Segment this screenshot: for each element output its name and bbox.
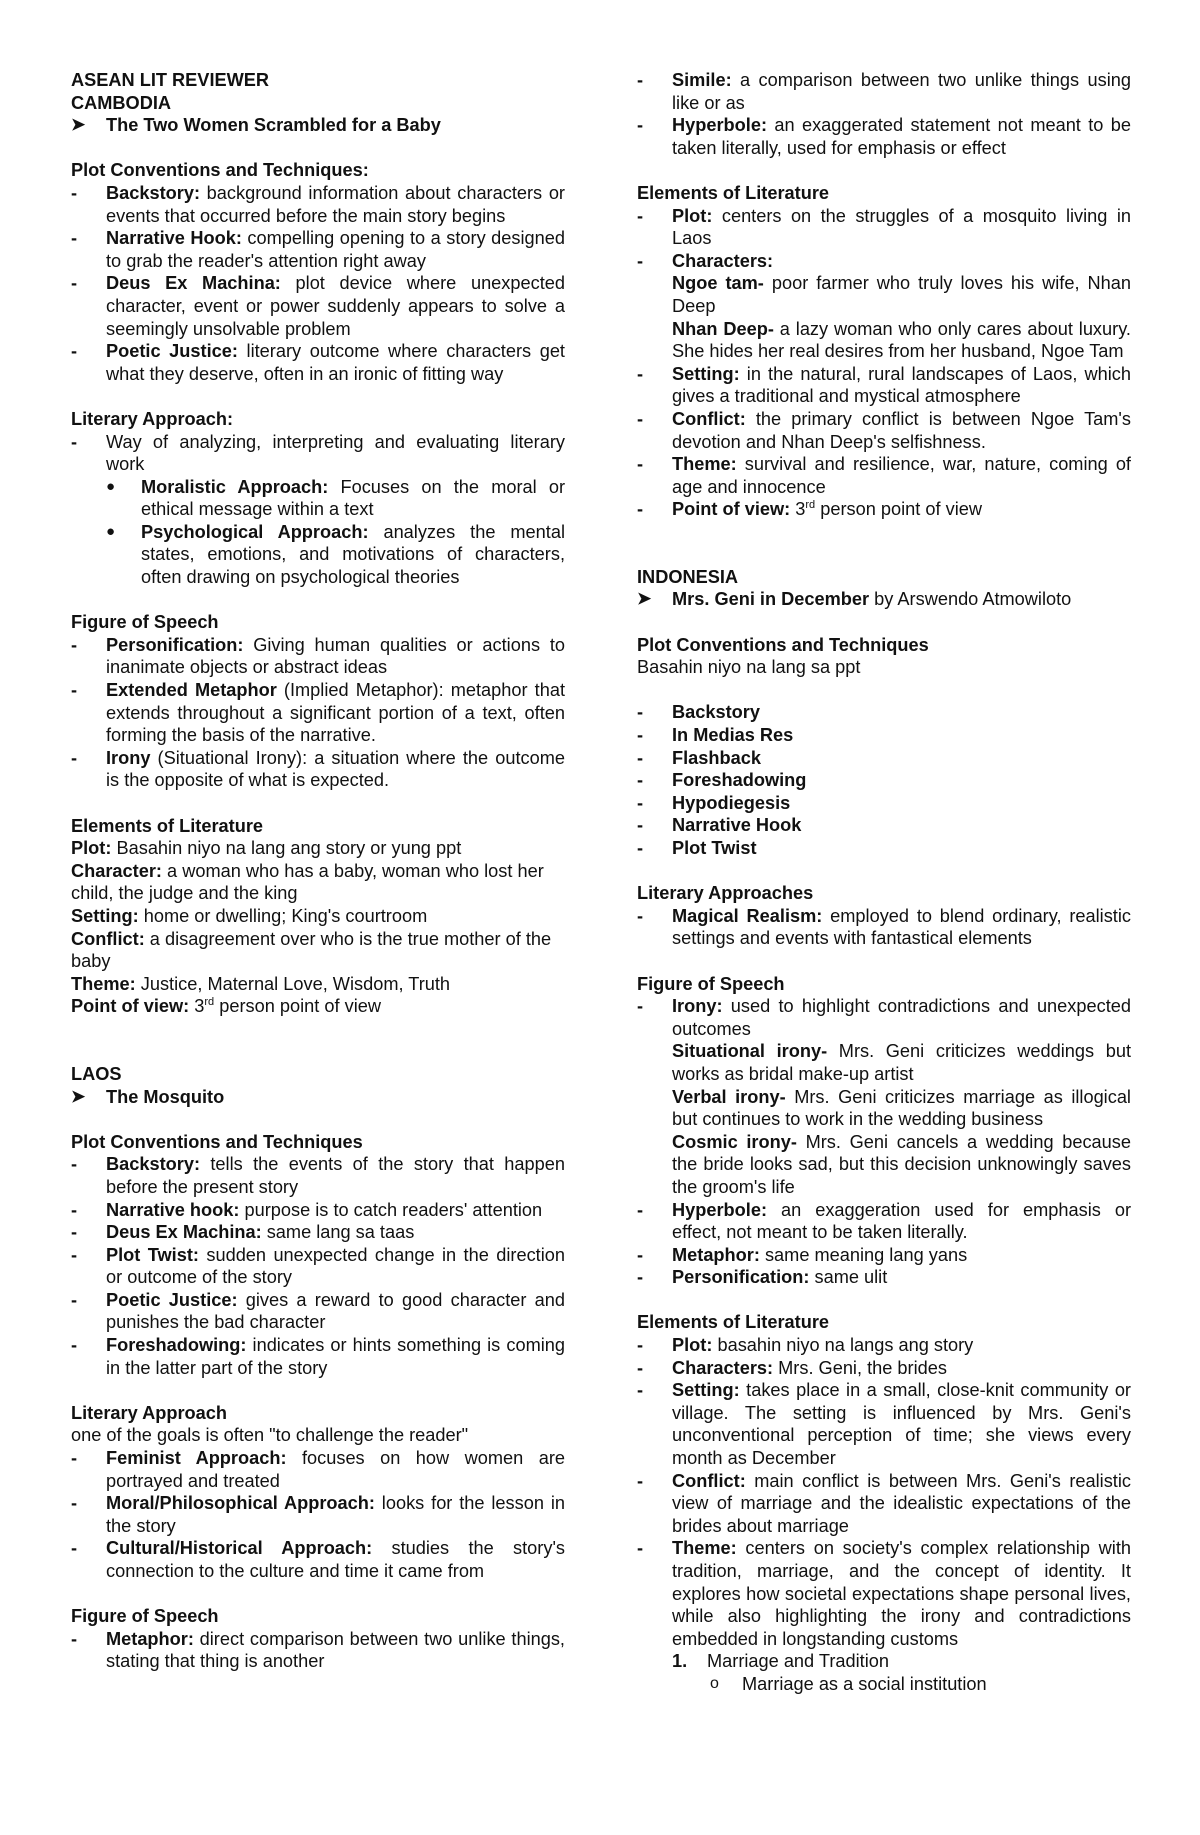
list-item: - Deus Ex Machina: same lang sa taas (71, 1222, 415, 1243)
irony-type: Verbal irony- Mrs. Geni criticizes marriage as illogical but continues to work in the wedding business (672, 1086, 1131, 1130)
left-column (71, 69, 565, 1673)
list-item: - Personification: same ulit (637, 1267, 888, 1288)
list-item: - Conflict: main conflict is between Mrs. Geni's realistic view of marriage and the idealistic expectations of the brides about marriage (637, 1470, 1131, 1536)
country-laos: LAOS (71, 1063, 122, 1084)
list-item: - Foreshadowing: indicates or hints something is coming in the latter part of the story (71, 1335, 565, 1378)
list-item: - Metaphor: direct comparison between two unlike things, stating that thing is another (71, 1628, 565, 1672)
sub-bullet-item: o Marriage as a social institution (710, 1673, 987, 1694)
list-item: - Hyperbole: an exaggeration used for emphasis or effect, not meant to be taken literally. (637, 1199, 1131, 1243)
list-item: - Foreshadowing (637, 770, 807, 791)
bullet-item: ● Psychological Approach: analyzes the mental states, emotions, and motivations of characters, often drawing on psychological theories (106, 521, 565, 588)
list-item: - Backstory: background information about characters or events that occurred before the main story begins (71, 182, 565, 226)
section-heading: Elements of Literature (637, 182, 830, 203)
element-line: Plot: Basahin niyo na lang ang story or yung ppt (71, 838, 462, 859)
country-indonesia: INDONESIA (637, 566, 739, 587)
list-item: - Narrative Hook (637, 815, 802, 836)
right-column (637, 69, 1131, 1696)
list-item: - Moral/Philosophical Approach: looks for the lesson in the story (71, 1493, 565, 1536)
section-heading: Literary Approach (71, 1402, 227, 1423)
list-item: - Cultural/Historical Approach: studies the story's connection to the culture and time it came from (71, 1538, 566, 1581)
character-entry: Nhan Deep- a lazy woman who only cares about luxury. She hides her real desires from her husband, Ngoe Tam (672, 318, 1131, 362)
list-item: - Way of analyzing, interpreting and evaluating literary work (71, 431, 565, 475)
list-item: - Characters: (637, 250, 774, 271)
list-item: - Simile: a comparison between two unlike things using like or as (637, 70, 1131, 113)
section-heading: Plot Conventions and Techniques (637, 634, 929, 655)
list-item: - Setting: in the natural, rural landscapes of Laos, which gives a traditional and mystical atmosphere (637, 363, 1131, 407)
irony-type: Situational irony- Mrs. Geni criticizes weddings but works as bridal make-up artist (672, 1041, 1131, 1084)
list-item: - Setting: takes place in a small, close-knit community or village. The setting is influenced by Mrs. Geni's unconventional perception of time; she views every month as December (637, 1380, 1131, 1469)
element-line: Character: a woman who has a baby, woman who lost her child, the judge and the king (71, 860, 544, 904)
element-line: Conflict: a disagreement over who is the true mother of the baby (71, 928, 552, 972)
list-item: - Hyperbole: an exaggerated statement not meant to be taken literally, used for emphasis or effect (637, 115, 1131, 158)
list-item: - Plot Twist: sudden unexpected change in the direction or outcome of the story (71, 1244, 565, 1288)
list-item: - Poetic Justice: literary outcome where characters get what they deserve, often in an ironic of fitting way (71, 341, 565, 384)
list-item: - Metaphor: same meaning lang yans (637, 1244, 968, 1265)
numbered-item: 1. Marriage and Tradition (672, 1651, 889, 1672)
section-heading: Elements of Literature (637, 1312, 830, 1333)
list-item: - Irony (Situational Irony): a situation where the outcome is the opposite of what is expected. (71, 747, 565, 791)
list-item: - Personification: Giving human qualities or actions to inanimate objects or abstract ideas (71, 634, 565, 678)
doc-title: ASEAN LIT REVIEWER (71, 70, 270, 90)
plot-note: Basahin niyo na lang sa ppt (637, 657, 861, 678)
list-item: - Magical Realism: employed to blend ordinary, realistic settings and events with fantastical elements (637, 905, 1131, 949)
story-title: ➤ The Mosquito (71, 1086, 225, 1107)
element-line: Point of view: 3rd person point of view (71, 996, 381, 1017)
list-item: - Deus Ex Machina: plot device where unexpected character, event or power suddenly appears to solve a seemingly unsolvable problem (71, 273, 565, 339)
section-heading: Figure of Speech (71, 612, 219, 633)
section-heading: Literary Approach: (71, 408, 234, 429)
list-item: - Conflict: the primary conflict is between Ngoe Tam's devotion and Nhan Deep's selfishness. (637, 408, 1131, 452)
list-item: - Extended Metaphor (Implied Metaphor): metaphor that extends throughout a significant portion of a text, often forming the basis of the narrative. (71, 680, 566, 746)
arrow-bullet-icon: ➤ (71, 115, 86, 135)
list-item: - Backstory: tells the events of the story that happen before the present story (71, 1154, 565, 1197)
list-item: - Feminist Approach: focuses on how women are portrayed and treated (71, 1448, 565, 1491)
list-item: - Irony: used to highlight contradictions and unexpected outcomes (637, 996, 1131, 1039)
arrow-bullet-icon: ➤ (637, 589, 652, 609)
character-entry: Ngoe tam- poor farmer who truly loves his wife, Nhan Deep (672, 273, 1131, 316)
bullet-item: ● Moralistic Approach: Focuses on the moral or ethical message within a text (106, 476, 565, 520)
approach-intro: one of the goals is often "to challenge the reader" (71, 1425, 469, 1446)
bullet-dot-icon: ● (106, 477, 116, 495)
arrow-bullet-icon: ➤ (71, 1086, 86, 1106)
list-item: - Backstory (637, 702, 760, 723)
list-item: - In Medias Res (637, 725, 794, 746)
section-heading: Figure of Speech (637, 973, 785, 994)
story-title: ➤ Mrs. Geni in December by Arswendo Atmowiloto (637, 589, 1072, 610)
list-item: - Poetic Justice: gives a reward to good character and punishes the bad character (71, 1289, 566, 1333)
story-title: ➤ The Two Women Scrambled for a Baby (71, 115, 441, 136)
section-heading: Plot Conventions and Techniques (71, 1131, 363, 1152)
element-line: Setting: home or dwelling; King's courtroom (71, 905, 428, 926)
section-heading: Figure of Speech (71, 1606, 219, 1627)
list-item: - Theme: centers on society's complex relationship with tradition, marriage, and the concept of identity. It explores how societal expectations shape personal lives, while also highlighting the irony and contradictions embedded in longstanding customs (637, 1538, 1131, 1649)
section-heading: Plot Conventions and Techniques: (71, 160, 369, 181)
element-line: Theme: Justice, Maternal Love, Wisdom, Truth (71, 973, 451, 994)
bullet-dot-icon: ● (106, 522, 116, 540)
section-heading: Elements of Literature (71, 815, 264, 836)
list-item: - Plot: centers on the struggles of a mosquito living in Laos (637, 205, 1131, 249)
list-item: - Narrative hook: purpose is to catch readers' attention (71, 1199, 543, 1220)
list-item: - Flashback (637, 747, 761, 768)
list-item: - Plot: basahin niyo na langs ang story (637, 1335, 974, 1356)
list-item: - Theme: survival and resilience, war, nature, coming of age and innocence (637, 454, 1131, 497)
list-item: - Narrative Hook: compelling opening to a story designed to grab the reader's attention right away (71, 228, 565, 271)
list-item: - Point of view: 3rd person point of view (637, 499, 982, 520)
section-heading: Literary Approaches (637, 883, 814, 904)
circle-bullet-icon: o (710, 1674, 719, 1692)
list-item: - Characters: Mrs. Geni, the brides (637, 1357, 947, 1378)
country-cambodia: CAMBODIA (71, 92, 172, 113)
list-item: - Hypodiegesis (637, 792, 791, 813)
list-item: - Plot Twist (637, 838, 757, 858)
irony-type: Cosmic irony- Mrs. Geni cancels a wedding because the bride looks sad, but this decision unknowingly saves the groom's life (672, 1131, 1132, 1197)
